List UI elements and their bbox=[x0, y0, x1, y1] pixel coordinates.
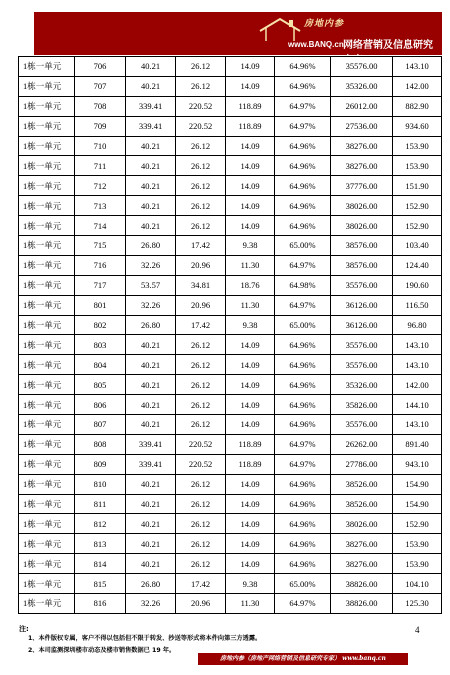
table-cell: 64.96% bbox=[275, 216, 331, 236]
table-cell: 711 bbox=[75, 156, 126, 176]
table-row bbox=[19, 415, 442, 435]
table-cell: 1栋一单元 bbox=[19, 116, 75, 136]
table-row bbox=[19, 236, 442, 256]
table-cell: 813 bbox=[75, 534, 126, 554]
table-cell: 1栋一单元 bbox=[19, 76, 75, 96]
table-cell: 14.09 bbox=[226, 415, 275, 435]
table-cell: 26.12 bbox=[176, 216, 226, 236]
table-cell: 811 bbox=[75, 494, 126, 514]
table-cell: 804 bbox=[75, 355, 126, 375]
table-cell: 40.21 bbox=[126, 534, 176, 554]
table-cell: 26.12 bbox=[176, 57, 226, 77]
table-cell: 26.80 bbox=[126, 315, 176, 335]
table-cell: 816 bbox=[75, 594, 126, 614]
table-cell: 26.12 bbox=[176, 554, 226, 574]
table-cell: 9.38 bbox=[226, 236, 275, 256]
table-cell: 151.90 bbox=[393, 176, 442, 196]
table-cell: 38276.00 bbox=[331, 534, 393, 554]
table-cell: 26.12 bbox=[176, 156, 226, 176]
table-cell: 38826.00 bbox=[331, 574, 393, 594]
table-cell: 1栋一单元 bbox=[19, 196, 75, 216]
table-cell: 64.96% bbox=[275, 76, 331, 96]
table-cell: 1栋一单元 bbox=[19, 216, 75, 236]
table-cell: 64.97% bbox=[275, 96, 331, 116]
table-cell: 154.90 bbox=[393, 474, 442, 494]
table-cell: 934.60 bbox=[393, 116, 442, 136]
table-cell: 809 bbox=[75, 454, 126, 474]
table-cell: 807 bbox=[75, 415, 126, 435]
table-cell: 143.10 bbox=[393, 355, 442, 375]
table-cell: 715 bbox=[75, 236, 126, 256]
table-cell: 26.12 bbox=[176, 534, 226, 554]
table-cell: 26.12 bbox=[176, 136, 226, 156]
table-cell: 64.96% bbox=[275, 554, 331, 574]
table-row bbox=[19, 335, 442, 355]
table-cell: 14.09 bbox=[226, 494, 275, 514]
table-cell: 37776.00 bbox=[331, 176, 393, 196]
table-cell: 882.90 bbox=[393, 96, 442, 116]
table-cell: 1栋一单元 bbox=[19, 534, 75, 554]
table-cell: 64.96% bbox=[275, 57, 331, 77]
table-cell: 220.52 bbox=[176, 454, 226, 474]
table-cell: 64.98% bbox=[275, 275, 331, 295]
table-cell: 20.96 bbox=[176, 255, 226, 275]
table-cell: 26262.00 bbox=[331, 434, 393, 454]
table-cell: 220.52 bbox=[176, 434, 226, 454]
table-row bbox=[19, 176, 442, 196]
table-cell: 14.09 bbox=[226, 57, 275, 77]
table-cell: 35576.00 bbox=[331, 275, 393, 295]
table-cell: 124.40 bbox=[393, 255, 442, 275]
table-cell: 35576.00 bbox=[331, 355, 393, 375]
table-cell: 14.09 bbox=[226, 514, 275, 534]
table-cell: 64.97% bbox=[275, 594, 331, 614]
table-cell: 891.40 bbox=[393, 434, 442, 454]
table-cell: 1栋一单元 bbox=[19, 255, 75, 275]
table-cell: 35326.00 bbox=[331, 375, 393, 395]
table-cell: 35576.00 bbox=[331, 415, 393, 435]
table-cell: 1栋一单元 bbox=[19, 96, 75, 116]
table-cell: 152.90 bbox=[393, 216, 442, 236]
table-cell: 125.30 bbox=[393, 594, 442, 614]
table-cell: 65.00% bbox=[275, 574, 331, 594]
table-cell: 40.21 bbox=[126, 76, 176, 96]
table-cell: 26.12 bbox=[176, 335, 226, 355]
table-cell: 710 bbox=[75, 136, 126, 156]
table-row bbox=[19, 116, 442, 136]
table-cell: 64.96% bbox=[275, 395, 331, 415]
table-cell: 1栋一单元 bbox=[19, 514, 75, 534]
table-cell: 806 bbox=[75, 395, 126, 415]
table-cell: 1栋一单元 bbox=[19, 315, 75, 335]
table-cell: 64.96% bbox=[275, 474, 331, 494]
table-cell: 64.96% bbox=[275, 375, 331, 395]
table-cell: 815 bbox=[75, 574, 126, 594]
table-row bbox=[19, 57, 442, 77]
table-row bbox=[19, 136, 442, 156]
brand-tagline: 网络营销及信息研究 bbox=[343, 40, 433, 51]
table-cell: 118.89 bbox=[226, 454, 275, 474]
table-cell: 20.96 bbox=[176, 295, 226, 315]
table-cell: 339.41 bbox=[126, 454, 176, 474]
table-cell: 153.90 bbox=[393, 136, 442, 156]
table-cell: 40.21 bbox=[126, 474, 176, 494]
table-cell: 810 bbox=[75, 474, 126, 494]
page-number: 4 bbox=[415, 625, 420, 635]
table-cell: 152.90 bbox=[393, 514, 442, 534]
table-cell: 26.80 bbox=[126, 574, 176, 594]
table-cell: 1栋一单元 bbox=[19, 57, 75, 77]
table-cell: 64.96% bbox=[275, 494, 331, 514]
table-cell: 142.00 bbox=[393, 375, 442, 395]
table-cell: 14.09 bbox=[226, 196, 275, 216]
table-cell: 38526.00 bbox=[331, 474, 393, 494]
table-cell: 11.30 bbox=[226, 295, 275, 315]
table-cell: 26.12 bbox=[176, 395, 226, 415]
table-cell: 40.21 bbox=[126, 156, 176, 176]
table-cell: 26.12 bbox=[176, 355, 226, 375]
table-cell: 142.00 bbox=[393, 76, 442, 96]
table-cell: 26.12 bbox=[176, 514, 226, 534]
table-row bbox=[19, 554, 442, 574]
table-cell: 14.09 bbox=[226, 375, 275, 395]
table-row bbox=[19, 474, 442, 494]
table-row bbox=[19, 494, 442, 514]
table-cell: 1栋一单元 bbox=[19, 236, 75, 256]
table-cell: 1栋一单元 bbox=[19, 295, 75, 315]
table-cell: 38276.00 bbox=[331, 136, 393, 156]
table-cell: 35576.00 bbox=[331, 335, 393, 355]
brand-name: 房地内参 bbox=[304, 19, 345, 29]
table-row bbox=[19, 255, 442, 275]
table-cell: 18.76 bbox=[226, 275, 275, 295]
table-cell: 64.96% bbox=[275, 156, 331, 176]
table-cell: 220.52 bbox=[176, 116, 226, 136]
table-cell: 64.96% bbox=[275, 176, 331, 196]
table-row bbox=[19, 434, 442, 454]
table-cell: 1栋一单元 bbox=[19, 434, 75, 454]
table-row bbox=[19, 574, 442, 594]
header-banner bbox=[34, 12, 442, 55]
table-cell: 14.09 bbox=[226, 474, 275, 494]
table-cell: 53.57 bbox=[126, 275, 176, 295]
table-row bbox=[19, 454, 442, 474]
table-cell: 40.21 bbox=[126, 216, 176, 236]
table-cell: 38276.00 bbox=[331, 156, 393, 176]
table-cell: 814 bbox=[75, 554, 126, 574]
table-cell: 40.21 bbox=[126, 494, 176, 514]
table-cell: 14.09 bbox=[226, 176, 275, 196]
table-cell: 943.10 bbox=[393, 454, 442, 474]
table-cell: 1栋一单元 bbox=[19, 156, 75, 176]
table-cell: 64.97% bbox=[275, 295, 331, 315]
table-cell: 35326.00 bbox=[331, 76, 393, 96]
table-cell: 1栋一单元 bbox=[19, 375, 75, 395]
table-cell: 26.12 bbox=[176, 494, 226, 514]
table-row bbox=[19, 216, 442, 236]
table-cell: 1栋一单元 bbox=[19, 554, 75, 574]
table-cell: 26.12 bbox=[176, 474, 226, 494]
table-cell: 38276.00 bbox=[331, 554, 393, 574]
table-cell: 36126.00 bbox=[331, 295, 393, 315]
table-cell: 40.21 bbox=[126, 176, 176, 196]
table-cell: 32.26 bbox=[126, 295, 176, 315]
table-cell: 339.41 bbox=[126, 434, 176, 454]
table-cell: 26.12 bbox=[176, 415, 226, 435]
table-cell: 118.89 bbox=[226, 116, 275, 136]
table-cell: 64.96% bbox=[275, 415, 331, 435]
table-cell: 14.09 bbox=[226, 216, 275, 236]
table-cell: 104.10 bbox=[393, 574, 442, 594]
table-row bbox=[19, 76, 442, 96]
units-table bbox=[18, 56, 442, 614]
table-cell: 713 bbox=[75, 196, 126, 216]
table-cell: 803 bbox=[75, 335, 126, 355]
table-cell: 65.00% bbox=[275, 236, 331, 256]
table-cell: 64.97% bbox=[275, 255, 331, 275]
table-cell: 26.12 bbox=[176, 375, 226, 395]
notes-title: 注: bbox=[19, 625, 29, 633]
table-cell: 153.90 bbox=[393, 534, 442, 554]
table-cell: 716 bbox=[75, 255, 126, 275]
table-cell: 38526.00 bbox=[331, 494, 393, 514]
table-cell: 35576.00 bbox=[331, 57, 393, 77]
table-cell: 118.89 bbox=[226, 96, 275, 116]
table-cell: 808 bbox=[75, 434, 126, 454]
table-cell: 14.09 bbox=[226, 355, 275, 375]
table-cell: 1栋一单元 bbox=[19, 335, 75, 355]
brand-url: www.BANQ.cn bbox=[288, 40, 344, 49]
table-cell: 708 bbox=[75, 96, 126, 116]
table-cell: 14.09 bbox=[226, 395, 275, 415]
table-row bbox=[19, 355, 442, 375]
table-cell: 116.50 bbox=[393, 295, 442, 315]
table-cell: 38026.00 bbox=[331, 216, 393, 236]
table-cell: 11.30 bbox=[226, 594, 275, 614]
table-cell: 11.30 bbox=[226, 255, 275, 275]
table-row bbox=[19, 295, 442, 315]
table-row bbox=[19, 275, 442, 295]
table-cell: 34.81 bbox=[176, 275, 226, 295]
table-cell: 40.21 bbox=[126, 136, 176, 156]
table-cell: 220.52 bbox=[176, 96, 226, 116]
table-cell: 1栋一单元 bbox=[19, 474, 75, 494]
table-cell: 152.90 bbox=[393, 196, 442, 216]
table-row bbox=[19, 315, 442, 335]
table-cell: 14.09 bbox=[226, 76, 275, 96]
table-cell: 154.90 bbox=[393, 494, 442, 514]
table-cell: 32.26 bbox=[126, 255, 176, 275]
table-cell: 40.21 bbox=[126, 375, 176, 395]
table-cell: 40.21 bbox=[126, 554, 176, 574]
table-cell: 339.41 bbox=[126, 116, 176, 136]
table-cell: 143.10 bbox=[393, 57, 442, 77]
table-row bbox=[19, 395, 442, 415]
table-cell: 801 bbox=[75, 295, 126, 315]
table-cell: 14.09 bbox=[226, 554, 275, 574]
table-row bbox=[19, 375, 442, 395]
table-cell: 712 bbox=[75, 176, 126, 196]
table-cell: 38826.00 bbox=[331, 594, 393, 614]
table-cell: 26.12 bbox=[176, 176, 226, 196]
table-cell: 1栋一单元 bbox=[19, 494, 75, 514]
table-row bbox=[19, 534, 442, 554]
table-cell: 805 bbox=[75, 375, 126, 395]
table-cell: 64.96% bbox=[275, 355, 331, 375]
table-cell: 40.21 bbox=[126, 355, 176, 375]
table-cell: 812 bbox=[75, 514, 126, 534]
table-cell: 706 bbox=[75, 57, 126, 77]
table-cell: 14.09 bbox=[226, 136, 275, 156]
table-cell: 32.26 bbox=[126, 594, 176, 614]
table-cell: 26.12 bbox=[176, 196, 226, 216]
table-cell: 38026.00 bbox=[331, 514, 393, 534]
table-cell: 14.09 bbox=[226, 335, 275, 355]
table-cell: 27786.00 bbox=[331, 454, 393, 474]
table-row bbox=[19, 196, 442, 216]
table-cell: 64.97% bbox=[275, 116, 331, 136]
table-cell: 64.96% bbox=[275, 514, 331, 534]
table-cell: 9.38 bbox=[226, 315, 275, 335]
table-cell: 27536.00 bbox=[331, 116, 393, 136]
table-cell: 9.38 bbox=[226, 574, 275, 594]
table-cell: 64.97% bbox=[275, 454, 331, 474]
table-cell: 26.12 bbox=[176, 76, 226, 96]
table-cell: 26.80 bbox=[126, 236, 176, 256]
table-row bbox=[19, 156, 442, 176]
table-cell: 35826.00 bbox=[331, 395, 393, 415]
table-cell: 802 bbox=[75, 315, 126, 335]
table-cell: 64.96% bbox=[275, 335, 331, 355]
table-cell: 1栋一单元 bbox=[19, 574, 75, 594]
table-row bbox=[19, 594, 442, 614]
table-cell: 65.00% bbox=[275, 315, 331, 335]
table-cell: 14.09 bbox=[226, 534, 275, 554]
table-cell: 707 bbox=[75, 76, 126, 96]
table-cell: 144.10 bbox=[393, 395, 442, 415]
table-cell: 14.09 bbox=[226, 156, 275, 176]
table-cell: 153.90 bbox=[393, 554, 442, 574]
table-cell: 153.90 bbox=[393, 156, 442, 176]
table-cell: 40.21 bbox=[126, 514, 176, 534]
table-cell: 118.89 bbox=[226, 434, 275, 454]
table-cell: 1栋一单元 bbox=[19, 454, 75, 474]
table-cell: 40.21 bbox=[126, 57, 176, 77]
table-cell: 1栋一单元 bbox=[19, 275, 75, 295]
table-cell: 20.96 bbox=[176, 594, 226, 614]
table-cell: 1栋一单元 bbox=[19, 176, 75, 196]
table-cell: 40.21 bbox=[126, 335, 176, 355]
note-monitoring: 2、本司监测深圳楼市动态及楼市销售数据已 19 年。 bbox=[28, 647, 176, 654]
table-cell: 17.42 bbox=[176, 236, 226, 256]
table-cell: 1栋一单元 bbox=[19, 395, 75, 415]
table-cell: 709 bbox=[75, 116, 126, 136]
table-row bbox=[19, 96, 442, 116]
table-cell: 38026.00 bbox=[331, 196, 393, 216]
table-cell: 36126.00 bbox=[331, 315, 393, 335]
table-cell: 64.97% bbox=[275, 434, 331, 454]
table-cell: 1栋一单元 bbox=[19, 594, 75, 614]
table-cell: 1栋一单元 bbox=[19, 355, 75, 375]
table-cell: 103.40 bbox=[393, 236, 442, 256]
table-cell: 714 bbox=[75, 216, 126, 236]
table-cell: 40.21 bbox=[126, 395, 176, 415]
table-cell: 143.10 bbox=[393, 335, 442, 355]
table-cell: 339.41 bbox=[126, 96, 176, 116]
table-cell: 38576.00 bbox=[331, 236, 393, 256]
table-cell: 64.96% bbox=[275, 196, 331, 216]
table-cell: 1栋一单元 bbox=[19, 415, 75, 435]
table-cell: 40.21 bbox=[126, 196, 176, 216]
table-cell: 717 bbox=[75, 275, 126, 295]
table-cell: 64.96% bbox=[275, 534, 331, 554]
footer-brand-bar: 房地内参（房地产网络营销及信息研究专家） www.banq.cn bbox=[198, 653, 408, 665]
table-cell: 143.10 bbox=[393, 415, 442, 435]
table-cell: 38576.00 bbox=[331, 255, 393, 275]
table-row bbox=[19, 514, 442, 534]
table-cell: 17.42 bbox=[176, 574, 226, 594]
note-copyright: 1、本件版权专属，客户不得以包括但不限于转发、抄送等形式将本件向第三方透露。 bbox=[28, 635, 262, 642]
table-cell: 1栋一单元 bbox=[19, 136, 75, 156]
table-cell: 17.42 bbox=[176, 315, 226, 335]
table-cell: 190.60 bbox=[393, 275, 442, 295]
units-table-body bbox=[19, 57, 442, 614]
table-cell: 64.96% bbox=[275, 136, 331, 156]
table-cell: 26012.00 bbox=[331, 96, 393, 116]
table-cell: 96.80 bbox=[393, 315, 442, 335]
table-cell: 40.21 bbox=[126, 415, 176, 435]
